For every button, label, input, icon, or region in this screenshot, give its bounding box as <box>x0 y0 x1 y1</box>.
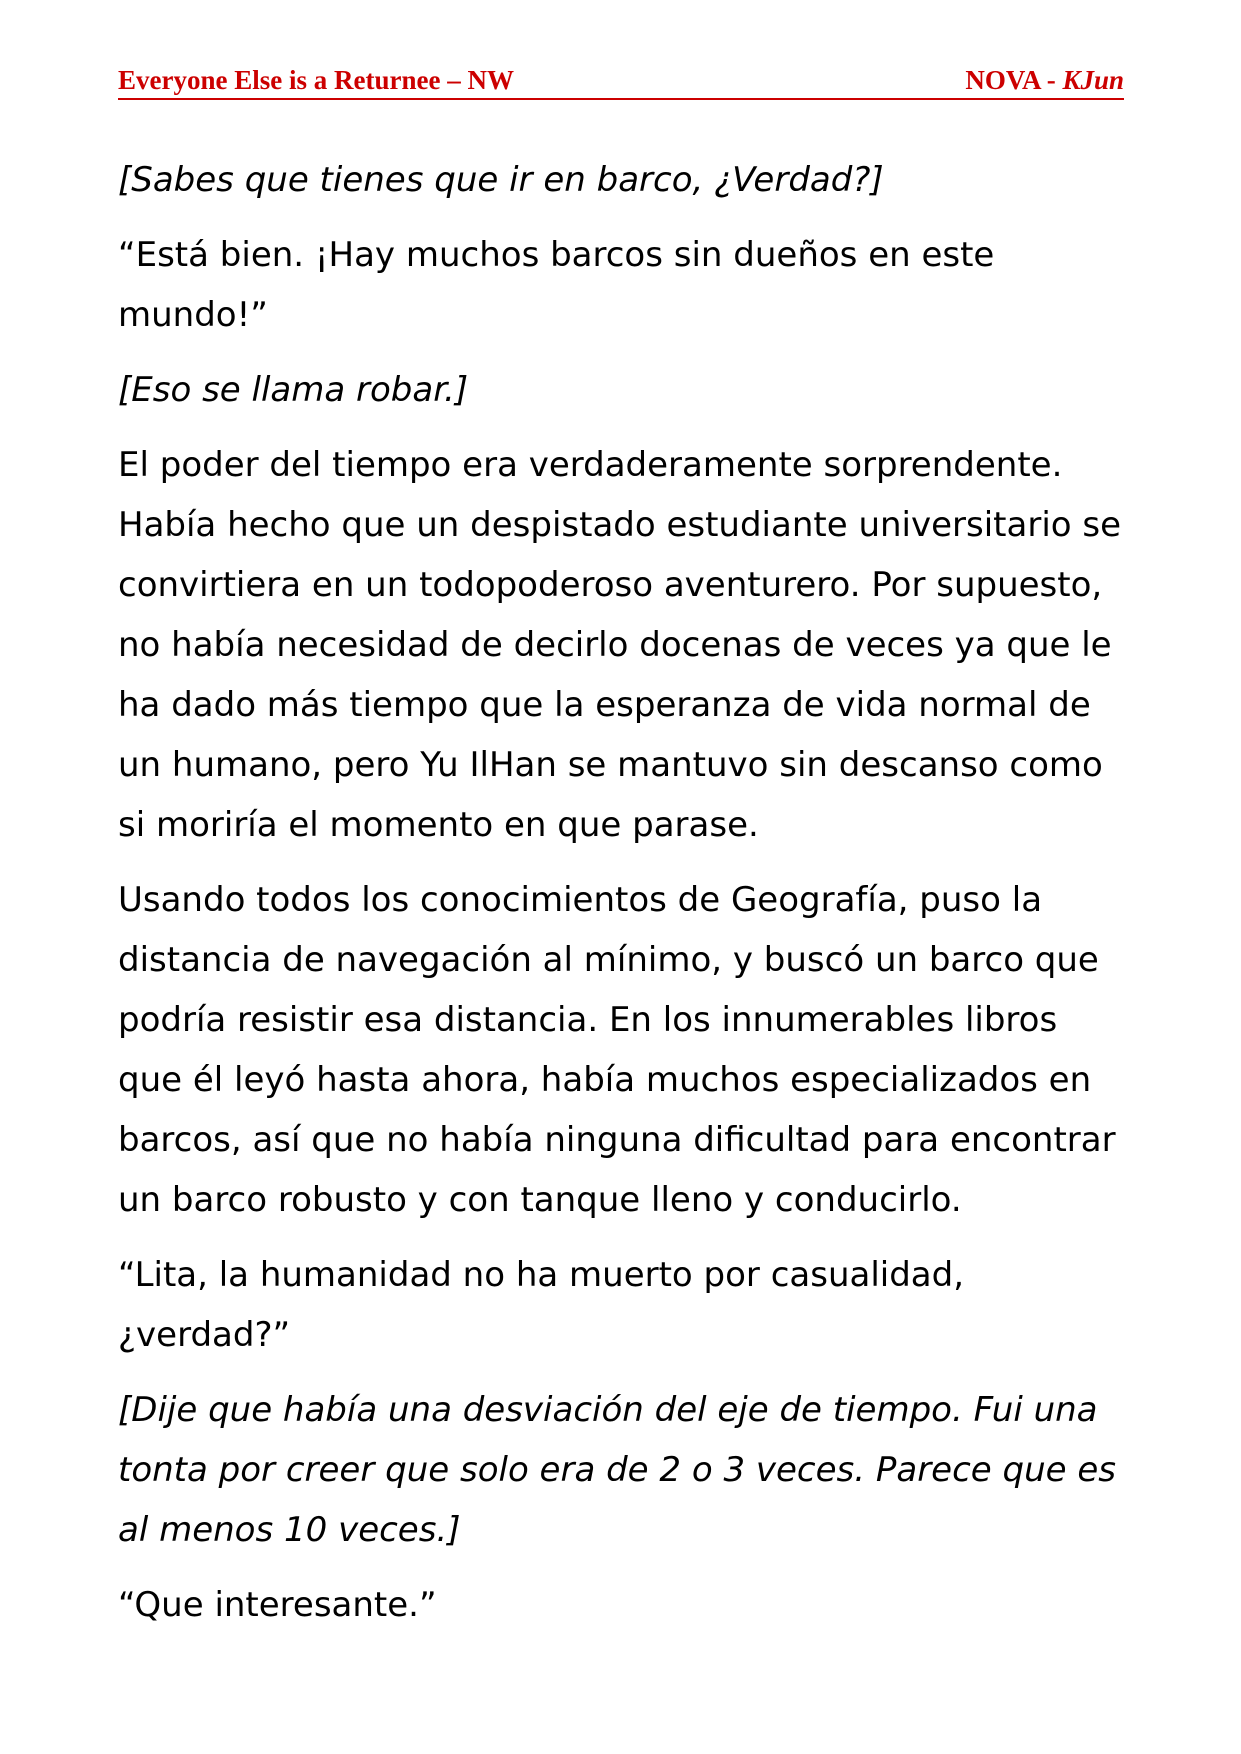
paragraph-1: [Sabes que tienes que ir en barco, ¿Verdad?] <box>118 160 884 200</box>
paragraph-6: “Lita, la humanidad no ha muerto por casualidad, ¿verdad?” <box>118 1255 965 1355</box>
header-title: Everyone Else is a Returnee – NW <box>118 65 514 95</box>
paragraph-8: “Que interesante.” <box>118 1585 437 1625</box>
paragraph-7: [Dije que había una desviación del eje de tiempo. Fui una tonta por creer que solo era de 2 o 3 veces. Parece que es al menos 10 veces.] <box>118 1390 1117 1550</box>
header-credit <box>965 62 1124 98</box>
document-body <box>118 150 1128 1650</box>
header-credit-prefix: NOVA - <box>965 65 1063 95</box>
paragraph-2: “Está bien. ¡Hay muchos barcos sin dueños en este mundo!” <box>118 235 995 335</box>
paragraph-3: [Eso se llama robar.] <box>118 370 469 410</box>
paragraph-4: El poder del tiempo era verdaderamente sorprendente. Había hecho que un despistado estudiante universitario se convirtiera en un todopoderoso aventurero. Por supuesto, no había necesidad de decirlo docenas de veces ya que le ha dado más tiempo que la esperanza de vida normal de un humano, pero Yu IlHan se mantuvo sin descanso como si moriría el momento en que parase. <box>118 445 1121 845</box>
page-header <box>118 62 1124 100</box>
paragraph-5: Usando todos los conocimientos de Geografía, puso la distancia de navegación al mínimo, y buscó un barco que podría resistir esa distancia. En los innumerables libros que él leyó hasta ahora, había muchos especializados en barcos, así que no había ninguna dificultad para encontrar un barco robusto y con tanque lleno y conducirlo. <box>118 880 1116 1220</box>
header-credit-author: KJun <box>1062 65 1124 95</box>
